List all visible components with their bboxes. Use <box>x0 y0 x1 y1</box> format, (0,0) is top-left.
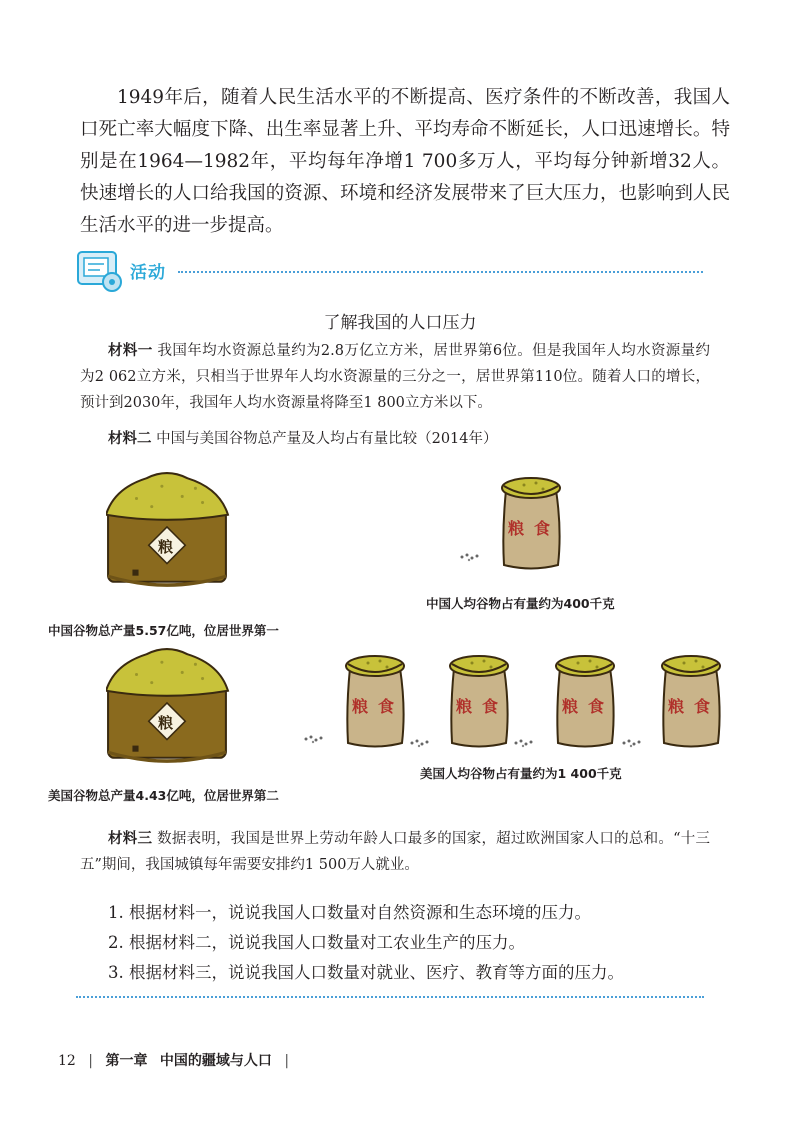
activity-icon <box>76 250 124 294</box>
material-1-label: 材料一 <box>108 343 153 359</box>
usa-per-capita-caption: 美国人均谷物占有量约为1 400千克 <box>420 766 622 781</box>
activity-label: 活动 <box>130 263 166 283</box>
china-sack-char-2: 食 <box>534 519 551 538</box>
question-item: 3. 根据材料三，说说我国人口数量对就业、医疗、教育等方面的压力。 <box>108 963 624 982</box>
material-1-text: 我国年均水资源总量约为2.8万亿立方米，居世界第6位。但是我国年人均水资源量约为2 062立方米，只相当于世界年人均水资源量的三分之一，居世界第110位。随着人口的增长，预计到2030年，我国年人均水资源量将降至1 800立方米以下。 <box>80 343 710 411</box>
usa-sack-2 <box>444 648 516 754</box>
question-item: 1. 根据材料一，说说我国人口数量对自然资源和生态环境的压力。 <box>108 903 591 922</box>
china-sack-illustration <box>496 470 568 576</box>
page-footer <box>58 1050 297 1070</box>
china-per-capita-caption: 中国人均谷物占有量约为400千克 <box>426 596 615 611</box>
question-item: 2. 根据材料二，说说我国人口数量对工农业生产的压力。 <box>108 933 525 952</box>
usa-granary-char: 粮 <box>158 714 174 732</box>
footer-separator: | <box>284 1053 290 1069</box>
usa-sprinkle-4 <box>622 734 644 753</box>
usa-sack-3-char-2: 食 <box>588 697 605 716</box>
usa-granary-illustration <box>106 644 230 772</box>
chapter-title: 中国的疆域与人口 <box>159 1053 272 1069</box>
usa-sprinkle-1 <box>304 730 326 749</box>
usa-sack-3 <box>550 648 622 754</box>
usa-sprinkle-3 <box>514 734 536 753</box>
material-2 <box>80 426 710 452</box>
footer-separator: | <box>88 1053 93 1069</box>
material-3-label: 材料三 <box>108 831 153 847</box>
china-sack-char-1: 粮 <box>508 519 525 538</box>
material-3 <box>80 826 710 878</box>
material-2-label: 材料二 <box>108 431 152 447</box>
china-granary-illustration <box>106 468 230 596</box>
material-3-text: 数据表明，我国是世界上劳动年龄人口最多的国家，超过欧洲国家人口的总和。“十三五”期间，我国城镇每年需要安排约1 500万人就业。 <box>80 831 710 873</box>
china-granary-char: 粮 <box>158 538 174 556</box>
usa-sack-4-char-2: 食 <box>694 697 711 716</box>
intro-paragraph: 1949年后，随着人民生活水平的不断提高、医疗条件的不断改善，我国人口死亡率大幅度下降、出生率显著上升、平均寿命不断延长，人口迅速增长。特别是在1964—1982年，平均每年净增1 700多万人，平均每分钟新增32人。快速增长的人口给我国的资源、环境和经济发展带来了巨大压力，也影响到人民生活水平的进一步提高。 <box>80 87 730 236</box>
page-number: 12 <box>58 1053 76 1069</box>
activity-top-divider <box>178 271 703 273</box>
usa-sprinkle-2 <box>410 734 432 753</box>
usa-sack-1 <box>340 648 412 754</box>
usa-sack-4-char-1: 粮 <box>668 697 685 716</box>
usa-sack-4 <box>656 648 728 754</box>
usa-sack-1-char-1: 粮 <box>352 697 369 716</box>
chapter-label: 第一章 <box>105 1053 148 1069</box>
usa-sack-2-char-2: 食 <box>482 697 499 716</box>
material-2-text: 中国与美国谷物总产量及人均占有量比较（2014年） <box>156 431 498 447</box>
activity-bottom-divider <box>76 996 704 998</box>
china-sprinkle <box>460 548 482 567</box>
question-list <box>108 898 708 988</box>
usa-sack-3-char-1: 粮 <box>562 697 579 716</box>
activity-title: 了解我国的人口压力 <box>323 313 477 333</box>
usa-sack-1-char-2: 食 <box>378 697 395 716</box>
china-total-caption: 中国谷物总产量5.57亿吨，位居世界第一 <box>48 623 279 638</box>
usa-sack-2-char-1: 粮 <box>456 697 473 716</box>
material-1 <box>80 338 710 416</box>
usa-total-caption: 美国谷物总产量4.43亿吨，位居世界第二 <box>48 788 279 803</box>
